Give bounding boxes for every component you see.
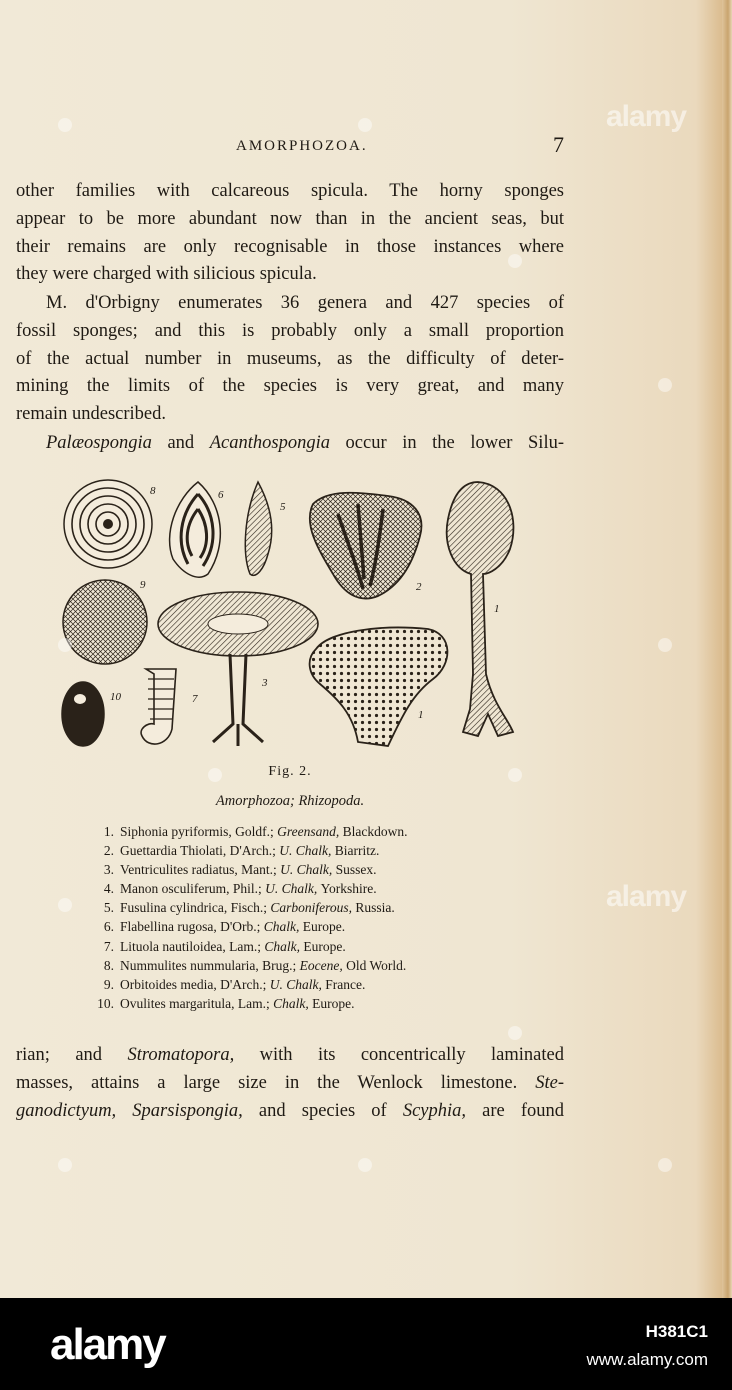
legend-locality: Yorkshire. xyxy=(320,881,377,897)
legend-number: 6. xyxy=(103,919,114,935)
legend-species: Siphonia pyriformis, Goldf.; xyxy=(120,824,274,839)
legend-locality: Europe. xyxy=(303,938,346,954)
legend-formation: Eocene, xyxy=(299,957,343,973)
specimen-number: 6 xyxy=(218,489,224,501)
paragraph-2 xyxy=(16,290,564,429)
legend-species: Ovulites margaritula, Lam.; xyxy=(120,995,270,1011)
specimen-3-ventriculites xyxy=(158,592,318,746)
watermark-text: alamy xyxy=(606,880,687,913)
text-line: mining the limits of the species is very great, and many xyxy=(16,376,564,397)
legend-number: 9. xyxy=(103,976,114,992)
watermark-dot xyxy=(508,254,522,268)
legend-locality: Biarritz. xyxy=(334,843,380,859)
legend-species: Orbitoides media, D'Arch.; xyxy=(120,976,267,992)
legend-formation: U. Chalk, xyxy=(279,843,332,859)
text-line: they were charged with silicious spicula. xyxy=(16,264,317,285)
legend-locality: Russia. xyxy=(355,900,395,916)
legend-species: Lituola nautiloidea, Lam.; xyxy=(120,938,261,954)
specimen-8-nummulites xyxy=(64,480,152,568)
text-line xyxy=(16,1070,564,1098)
genus-name: Stromatopora, xyxy=(127,1045,235,1065)
specimen-number: 1 xyxy=(418,709,424,721)
legend-number: 2. xyxy=(103,843,114,859)
text-run: masses, attains a large size in the Wenlock limestone. xyxy=(16,1072,536,1093)
genus-name: Ste- xyxy=(535,1072,564,1093)
legend-formation: Chalk, xyxy=(264,938,300,954)
image-code: H381C1 xyxy=(645,1322,708,1341)
legend-formation: Chalk, xyxy=(263,919,300,935)
specimen-number: 5 xyxy=(280,501,286,513)
watermark-dot xyxy=(658,1158,672,1172)
legend-formation: Chalk, xyxy=(273,995,309,1011)
page-number: 7 xyxy=(553,132,564,157)
specimen-number: 10 xyxy=(110,691,121,703)
site-url: www.alamy.com xyxy=(586,1350,708,1369)
legend-formation: U. Chalk, xyxy=(280,862,333,878)
legend-species: Guettardia Thiolati, D'Arch.; xyxy=(120,843,276,859)
watermark-dot xyxy=(58,1158,72,1172)
watermark-dot xyxy=(58,638,72,652)
specimen-2-guettardia xyxy=(310,493,422,599)
legend-species: Fusulina cylindrica, Fisch.; xyxy=(120,900,267,916)
legend-formation: Greensand, xyxy=(277,824,340,839)
legend-row xyxy=(92,841,542,860)
text-run: occur in the lower Silu- xyxy=(329,433,564,453)
legend-row xyxy=(92,994,542,1013)
specimen-number: 8 xyxy=(150,485,156,497)
watermark-dot xyxy=(208,768,222,782)
legend-species: Ventriculites radiatus, Mant.; xyxy=(120,862,277,878)
legend-row xyxy=(92,937,542,956)
watermark-dot xyxy=(358,1158,372,1172)
legend-formation: U. Chalk, xyxy=(265,881,318,897)
legend-number: 4. xyxy=(103,881,114,897)
specimen-1-siphonia xyxy=(447,482,514,736)
text-line xyxy=(16,1042,564,1070)
paragraph-1 xyxy=(16,178,564,289)
watermark-dot xyxy=(508,768,522,782)
watermark-dot xyxy=(658,638,672,652)
figure-label: Fig. 2. xyxy=(268,764,312,779)
text-run: and species of xyxy=(242,1100,403,1121)
genus-name: Acanthospongia xyxy=(209,433,330,453)
legend-number: 10. xyxy=(97,995,114,1011)
legend-row xyxy=(92,879,542,898)
text-line: appear to be more abundant now than in the ancient seas, but xyxy=(16,208,564,229)
legend-row xyxy=(92,975,542,994)
specimen-number: 2 xyxy=(416,581,422,593)
specimen-number: 7 xyxy=(192,693,198,705)
legend-locality: Sussex. xyxy=(335,862,377,878)
legend-number: 7. xyxy=(103,938,114,954)
legend-locality: Europe. xyxy=(302,919,346,935)
watermark-text: alamy xyxy=(606,100,687,133)
legend-locality: Old World. xyxy=(346,957,407,973)
text-run: with its concentrically laminated xyxy=(234,1045,564,1065)
specimen-number: 3 xyxy=(262,677,268,689)
legend-formation: U. Chalk, xyxy=(269,976,322,992)
legend-locality: Europe. xyxy=(312,995,355,1011)
text-line xyxy=(16,430,564,458)
page-edge xyxy=(722,0,732,1298)
figure-caption: Amorphozoa; Rhizopoda. xyxy=(215,793,365,809)
legend-number: 5. xyxy=(103,900,114,916)
watermark-dot xyxy=(58,898,72,912)
specimen-6-flabellina xyxy=(170,482,221,577)
specimen-10-ovulites xyxy=(62,682,104,746)
genus-name: Scyphia, xyxy=(402,1100,467,1121)
legend-species: Manon osculiferum, Phil.; xyxy=(120,881,262,897)
legend-locality: France. xyxy=(325,976,366,992)
text-line xyxy=(16,1098,564,1126)
legend-locality: Blackdown. xyxy=(342,824,408,839)
figure-legend xyxy=(92,822,542,1013)
running-head-title: AMORPHOZOA. xyxy=(236,138,368,154)
specimen-number: 1 xyxy=(494,603,500,615)
fossil-illustration xyxy=(58,474,528,759)
specimen-1b-manon xyxy=(310,628,448,746)
genus-name: ganodictyum, Sparsispongia, xyxy=(16,1100,243,1121)
legend-row xyxy=(92,822,542,841)
legend-row xyxy=(92,956,542,975)
legend-species: Flabellina rugosa, D'Orb.; xyxy=(120,919,261,935)
paragraph-3 xyxy=(16,430,564,458)
specimen-9-orbitoides xyxy=(63,580,147,664)
text-line: other families with calcareous spicula. The horny sponges xyxy=(16,181,564,201)
paragraph-4 xyxy=(16,1042,564,1125)
legend-row xyxy=(92,898,542,917)
text-line: of the actual number in museums, as the difficulty of deter- xyxy=(16,348,564,369)
legend-formation: Carboniferous, xyxy=(270,900,352,916)
brand-logo: alamy xyxy=(50,1320,165,1369)
legend-row xyxy=(92,860,542,879)
legend-number: 3. xyxy=(103,862,114,878)
text-line: their remains are only recognisable in those instances where xyxy=(16,236,564,257)
genus-name: Palæospongia xyxy=(46,433,152,453)
text-run: are found xyxy=(466,1100,564,1121)
legend-number: 8. xyxy=(103,957,114,973)
text-run: rian; and xyxy=(16,1045,128,1065)
text-line: remain undescribed. xyxy=(16,404,166,425)
text-line: fossil sponges; and this is probably only a small proportion xyxy=(16,320,564,341)
watermark-dot xyxy=(358,118,372,132)
text-run: and xyxy=(151,433,210,453)
legend-number: 1. xyxy=(103,824,114,839)
watermark-footer xyxy=(0,1298,732,1390)
watermark-dot xyxy=(58,118,72,132)
text-line: M. d'Orbigny enumerates 36 genera and 427 species of xyxy=(46,293,564,313)
specimen-number: 9 xyxy=(140,579,146,591)
watermark-dot xyxy=(658,378,672,392)
running-head xyxy=(236,134,566,158)
specimen-7-lituola xyxy=(141,669,176,744)
legend-row xyxy=(92,917,542,936)
legend-species: Nummulites nummularia, Brug.; xyxy=(120,957,297,973)
specimen-5-fusulina xyxy=(245,482,271,575)
watermark-dot xyxy=(508,1026,522,1040)
